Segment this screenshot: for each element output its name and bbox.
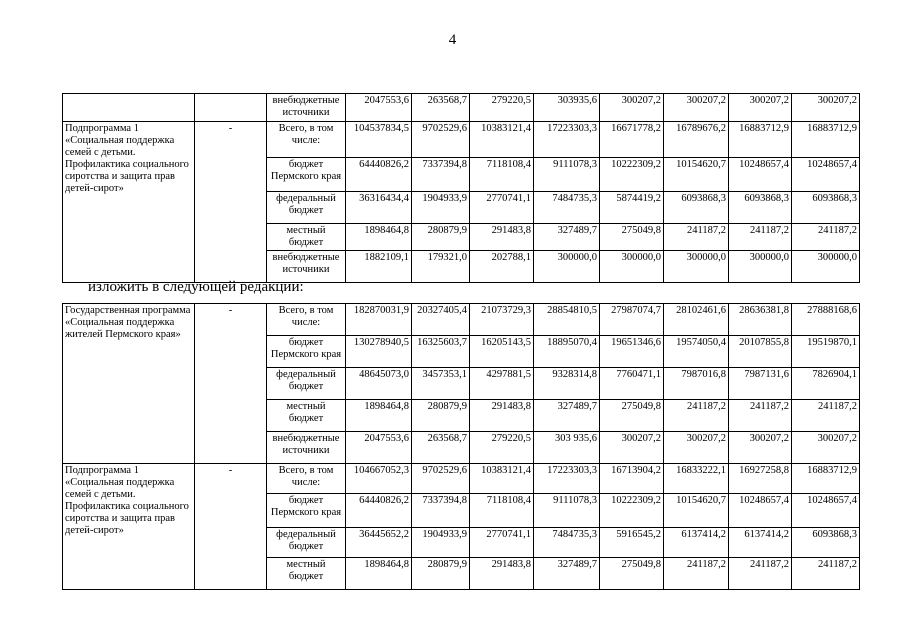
amount-cell: 16883712,9 [792, 464, 860, 494]
amount-cell: 27888168,6 [792, 304, 860, 336]
amount-cell: 18895070,4 [534, 336, 600, 368]
amount-cell: 7337394,8 [412, 158, 470, 192]
amount-cell: 64440826,2 [346, 494, 412, 528]
amount-cell: 6137414,2 [664, 528, 729, 558]
amount-cell: 10383121,4 [470, 122, 534, 158]
amount-cell: 1904933,9 [412, 528, 470, 558]
funding-source-cell: федеральный бюджет [267, 528, 346, 558]
amount-cell: 241187,2 [664, 558, 729, 590]
amount-cell: 202788,1 [470, 251, 534, 283]
amount-cell: 10248657,4 [792, 494, 860, 528]
amount-cell: 21073729,3 [470, 304, 534, 336]
funding-source-cell: Всего, в том числе: [267, 464, 346, 494]
amount-cell: 7484735,3 [534, 528, 600, 558]
amount-cell: 2770741,1 [470, 192, 534, 224]
amount-cell: 300207,2 [600, 94, 664, 122]
program-name-cell: Подпрограмма 1 «Социальная поддержка семей с детьми. Профилактика социального сиротства и защита прав детей-сирот» [63, 464, 195, 590]
funding-source-cell: бюджет Пермского края [267, 336, 346, 368]
amount-cell: 300207,2 [664, 94, 729, 122]
amount-cell: 300000,0 [792, 251, 860, 283]
funding-source-cell: внебюджетные источники [267, 251, 346, 283]
amount-cell: 16205143,5 [470, 336, 534, 368]
amount-cell: 7760471,1 [600, 368, 664, 400]
funding-source-cell: местный бюджет [267, 400, 346, 432]
program-name-cell: Подпрограмма 1 «Социальная поддержка семей с детьми. Профилактика социального сиротства и защита прав детей-сирот» [63, 122, 195, 283]
amount-cell: 9702529,6 [412, 122, 470, 158]
amount-cell: 275049,8 [600, 558, 664, 590]
funding-source-cell: внебюджетные источники [267, 94, 346, 122]
amount-cell: 327489,7 [534, 224, 600, 251]
amount-cell: 300000,0 [600, 251, 664, 283]
amount-cell: 7118108,4 [470, 494, 534, 528]
amount-cell: 263568,7 [412, 432, 470, 464]
amount-cell: 7987131,6 [729, 368, 792, 400]
section-heading: изложить в следующей редакции: [88, 279, 304, 295]
amount-cell: 9111078,3 [534, 494, 600, 528]
amount-cell: 291483,8 [470, 558, 534, 590]
amount-cell: 300207,2 [729, 432, 792, 464]
amount-cell: 280879,9 [412, 400, 470, 432]
amount-cell: 291483,8 [470, 400, 534, 432]
amount-cell: 36316434,4 [346, 192, 412, 224]
amount-cell: 28854810,5 [534, 304, 600, 336]
amount-cell: 10222309,2 [600, 158, 664, 192]
dash-cell: - [195, 304, 267, 464]
amount-cell: 275049,8 [600, 224, 664, 251]
amount-cell: 280879,9 [412, 224, 470, 251]
amount-cell: 19519870,1 [792, 336, 860, 368]
table-bottom-body [63, 304, 860, 590]
amount-cell: 16927258,8 [729, 464, 792, 494]
amount-cell: 303935,6 [534, 94, 600, 122]
table-row [63, 122, 860, 158]
amount-cell: 130278940,5 [346, 336, 412, 368]
amount-cell: 6093868,3 [792, 528, 860, 558]
amount-cell: 28636381,8 [729, 304, 792, 336]
amount-cell: 19651346,6 [600, 336, 664, 368]
amount-cell: 6137414,2 [729, 528, 792, 558]
funding-source-cell: федеральный бюджет [267, 368, 346, 400]
dash-cell: - [195, 122, 267, 283]
amount-cell: 300207,2 [664, 432, 729, 464]
program-name-cell: Государственная программа «Социальная поддержка жителей Пермского края» [63, 304, 195, 464]
amount-cell: 10154620,7 [664, 494, 729, 528]
amount-cell: 182870031,9 [346, 304, 412, 336]
program-name-cell [63, 94, 195, 122]
amount-cell: 300207,2 [792, 432, 860, 464]
amount-cell: 300000,0 [664, 251, 729, 283]
amount-cell: 7826904,1 [792, 368, 860, 400]
amount-cell: 5874419,2 [600, 192, 664, 224]
funding-source-cell: бюджет Пермского края [267, 494, 346, 528]
amount-cell: 16883712,9 [729, 122, 792, 158]
amount-cell: 2047553,6 [346, 94, 412, 122]
amount-cell: 16789676,2 [664, 122, 729, 158]
amount-cell: 104537834,5 [346, 122, 412, 158]
amount-cell: 1898464,8 [346, 224, 412, 251]
amount-cell: 241187,2 [792, 558, 860, 590]
page-number: 4 [448, 32, 457, 48]
amount-cell: 6093868,3 [729, 192, 792, 224]
amount-cell: 1898464,8 [346, 400, 412, 432]
amount-cell: 241187,2 [664, 224, 729, 251]
amount-cell: 300000,0 [729, 251, 792, 283]
amount-cell: 241187,2 [729, 400, 792, 432]
amount-cell: 303 935,6 [534, 432, 600, 464]
amount-cell: 48645073,0 [346, 368, 412, 400]
amount-cell: 291483,8 [470, 224, 534, 251]
dash-cell: - [195, 464, 267, 590]
funding-source-cell: внебюджетные источники [267, 432, 346, 464]
amount-cell: 1904933,9 [412, 192, 470, 224]
funding-source-cell: федеральный бюджет [267, 192, 346, 224]
table-top-body [63, 94, 860, 283]
amount-cell: 280879,9 [412, 558, 470, 590]
amount-cell: 10248657,4 [729, 494, 792, 528]
amount-cell: 7484735,3 [534, 192, 600, 224]
amount-cell: 28102461,6 [664, 304, 729, 336]
amount-cell: 300207,2 [792, 94, 860, 122]
amount-cell: 241187,2 [729, 558, 792, 590]
amount-cell: 2047553,6 [346, 432, 412, 464]
amount-cell: 10154620,7 [664, 158, 729, 192]
amount-cell: 20107855,8 [729, 336, 792, 368]
amount-cell: 7987016,8 [664, 368, 729, 400]
amount-cell: 279220,5 [470, 94, 534, 122]
amount-cell: 5916545,2 [600, 528, 664, 558]
amount-cell: 16883712,9 [792, 122, 860, 158]
amount-cell: 7337394,8 [412, 494, 470, 528]
amount-cell: 17223303,3 [534, 122, 600, 158]
amount-cell: 241187,2 [664, 400, 729, 432]
amount-cell: 16833222,1 [664, 464, 729, 494]
funding-source-cell: местный бюджет [267, 558, 346, 590]
funding-source-cell: Всего, в том числе: [267, 304, 346, 336]
table-row [63, 304, 860, 336]
amount-cell: 9702529,6 [412, 464, 470, 494]
amount-cell: 300207,2 [600, 432, 664, 464]
amount-cell: 327489,7 [534, 558, 600, 590]
amount-cell: 20327405,4 [412, 304, 470, 336]
amount-cell: 275049,8 [600, 400, 664, 432]
amount-cell: 2770741,1 [470, 528, 534, 558]
amount-cell: 9328314,8 [534, 368, 600, 400]
amount-cell: 17223303,3 [534, 464, 600, 494]
dash-cell [195, 94, 267, 122]
amount-cell: 64440826,2 [346, 158, 412, 192]
amount-cell: 16671778,2 [600, 122, 664, 158]
amount-cell: 16713904,2 [600, 464, 664, 494]
amount-cell: 36445652,2 [346, 528, 412, 558]
budget-table-top [62, 93, 860, 283]
table-row [63, 94, 860, 122]
amount-cell: 6093868,3 [664, 192, 729, 224]
amount-cell: 104667052,3 [346, 464, 412, 494]
amount-cell: 263568,7 [412, 94, 470, 122]
amount-cell: 300207,2 [729, 94, 792, 122]
amount-cell: 241187,2 [792, 400, 860, 432]
amount-cell: 10383121,4 [470, 464, 534, 494]
amount-cell: 300000,0 [534, 251, 600, 283]
amount-cell: 27987074,7 [600, 304, 664, 336]
funding-source-cell: Всего, в том числе: [267, 122, 346, 158]
amount-cell: 7118108,4 [470, 158, 534, 192]
funding-source-cell: местный бюджет [267, 224, 346, 251]
funding-source-cell: бюджет Пермского края [267, 158, 346, 192]
amount-cell: 241187,2 [729, 224, 792, 251]
amount-cell: 10248657,4 [792, 158, 860, 192]
amount-cell: 10222309,2 [600, 494, 664, 528]
amount-cell: 3457353,1 [412, 368, 470, 400]
amount-cell: 16325603,7 [412, 336, 470, 368]
amount-cell: 1882109,1 [346, 251, 412, 283]
amount-cell: 10248657,4 [729, 158, 792, 192]
amount-cell: 327489,7 [534, 400, 600, 432]
amount-cell: 9111078,3 [534, 158, 600, 192]
amount-cell: 279220,5 [470, 432, 534, 464]
table-row [63, 464, 860, 494]
amount-cell: 179321,0 [412, 251, 470, 283]
amount-cell: 241187,2 [792, 224, 860, 251]
amount-cell: 1898464,8 [346, 558, 412, 590]
amount-cell: 19574050,4 [664, 336, 729, 368]
budget-table-bottom [62, 303, 860, 590]
amount-cell: 4297881,5 [470, 368, 534, 400]
amount-cell: 6093868,3 [792, 192, 860, 224]
